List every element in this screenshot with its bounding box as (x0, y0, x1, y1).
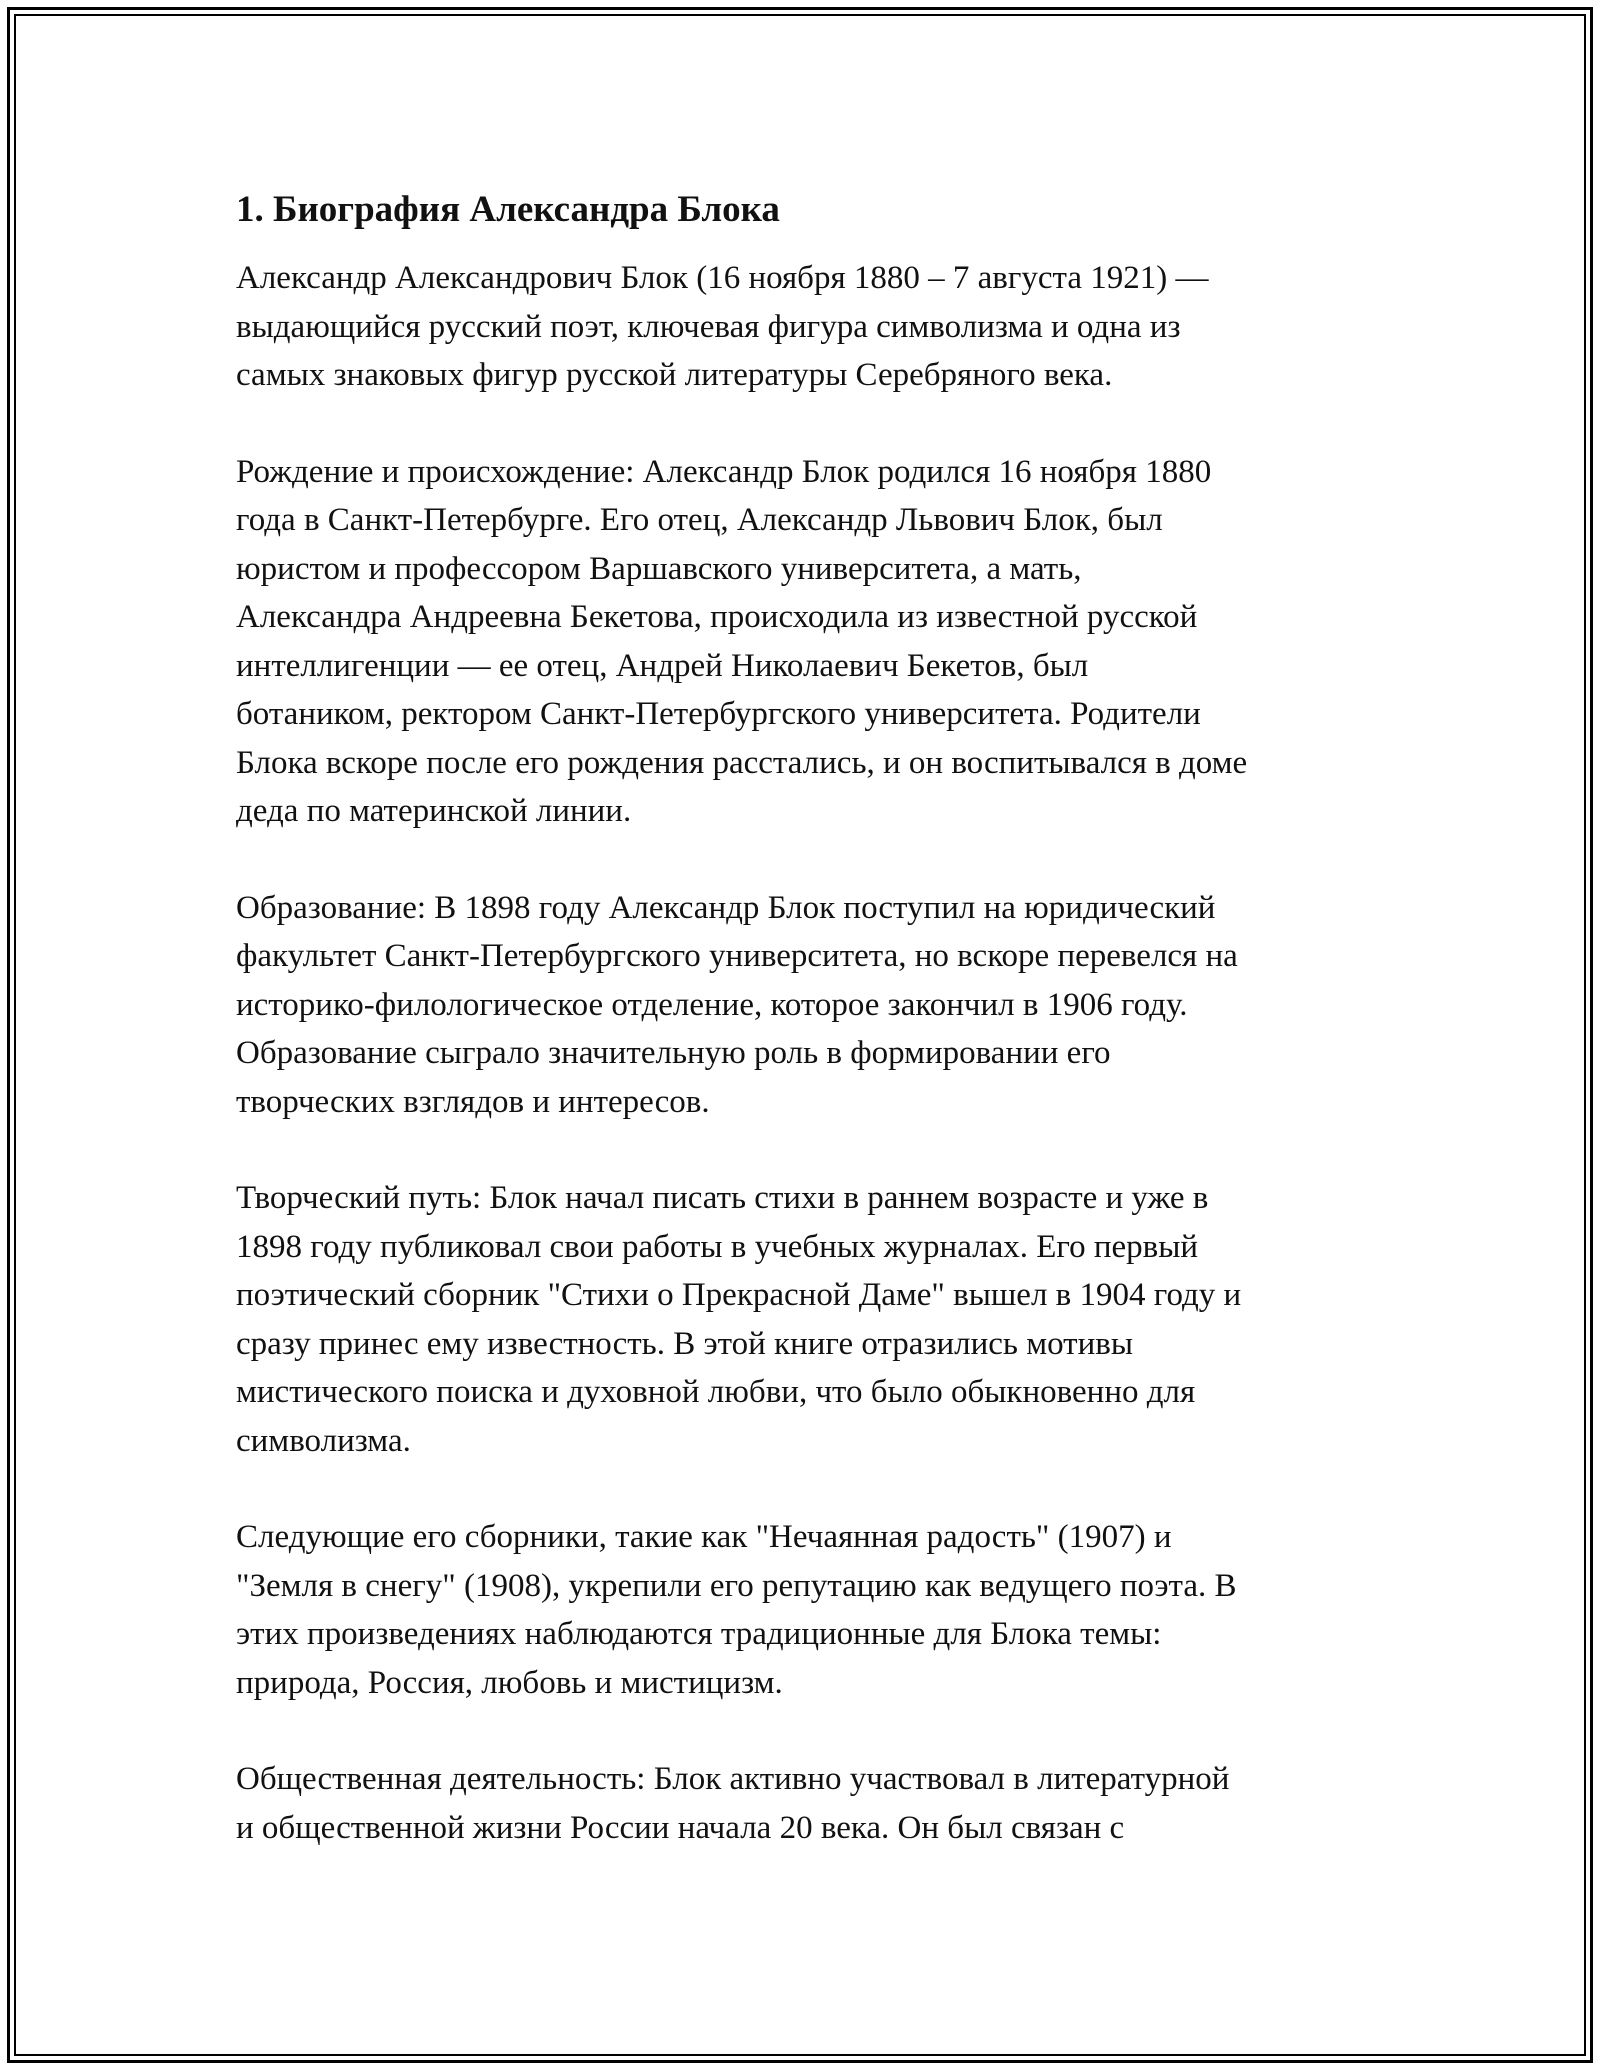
paragraph-line: природа, Россия, любовь и мистицизм. (236, 1664, 783, 1701)
paragraph-line: факультет Санкт-Петербургского университета, но вскоре перевелся на (236, 938, 1238, 974)
paragraph-line: Творческий путь: Блок начал писать стихи в раннем возрасте и уже в (236, 1180, 1209, 1216)
paragraph-line: Образование: В 1898 году Александр Блок поступил на юридический (236, 889, 1216, 926)
paragraph-line: года в Санкт-Петербурге. Его отец, Александр Львович Блок, был (236, 502, 1163, 538)
paragraph-line: Рождение и происхождение: Александр Блок родился 16 ноября 1880 (236, 453, 1212, 490)
paragraph (236, 1755, 1386, 1852)
paragraph-line: символизма. (236, 1422, 411, 1459)
paragraph-line: Образование сыграло значительную роль в формировании его (236, 1035, 1111, 1071)
paragraph-line: интеллигенции — ее отец, Андрей Николаевич Бекетов, был (236, 647, 1089, 684)
paragraph (236, 1513, 1386, 1707)
paragraph-line: сразу принес ему известность. В этой книге отразились мотивы (236, 1325, 1133, 1362)
paragraph-line: ботаником, ректором Санкт-Петербургского университета. Родители (236, 696, 1201, 732)
paragraph-line: творческих взглядов и интересов. (236, 1083, 710, 1120)
paragraph (236, 884, 1386, 1127)
paragraph-line: историко-филологическое отделение, которое закончил в 1906 году. (236, 986, 1188, 1023)
paragraph (236, 448, 1386, 836)
document-body (236, 186, 1386, 1900)
paragraph-line: "Земля в снегу" (1908), укрепили его репутацию как ведущего поэта. В (236, 1567, 1237, 1604)
paragraph-line: поэтический сборник "Стихи о Прекрасной Даме" вышел в 1904 году и (236, 1277, 1242, 1313)
paragraph-line: Блока вскоре после его рождения расстались, и он воспитывался в доме (236, 744, 1248, 781)
paragraph (236, 1174, 1386, 1465)
paragraph-line: Александра Андреевна Бекетова, происходила из известной русской (236, 599, 1198, 635)
paragraph-line: 1898 году публиковал свои работы в учебных журналах. Его первый (236, 1228, 1199, 1265)
paragraph-line: самых знаковых фигур русской литературы Серебряного века. (236, 357, 1113, 393)
paragraph-line: Общественная деятельность: Блок активно участвовал в литературной (236, 1761, 1230, 1797)
paragraph-line: этих произведениях наблюдаются традиционные для Блока темы: (236, 1616, 1162, 1652)
document-heading: 1. Биография Александра Блока (236, 189, 780, 230)
paragraph-line: мистического поиска и духовной любви, что было обыкновенно для (236, 1374, 1196, 1410)
paragraph-line: выдающийся русский поэт, ключевая фигура символизма и одна из (236, 308, 1181, 345)
paragraph-line: Александр Александрович Блок (16 ноября 1880 – 7 августа 1921) — (236, 260, 1209, 296)
paragraph-line: юристом и профессором Варшавского университета, а мать, (236, 550, 1082, 587)
paragraph-list (236, 254, 1386, 1852)
paragraph-line: Следующие его сборники, такие как "Нечаянная радость" (1907) и (236, 1519, 1172, 1555)
paragraph-line: деда по материнской линии. (236, 793, 632, 829)
paragraph (236, 254, 1386, 400)
paragraph-line: и общественной жизни России начала 20 века. Он был связан с (236, 1809, 1125, 1846)
